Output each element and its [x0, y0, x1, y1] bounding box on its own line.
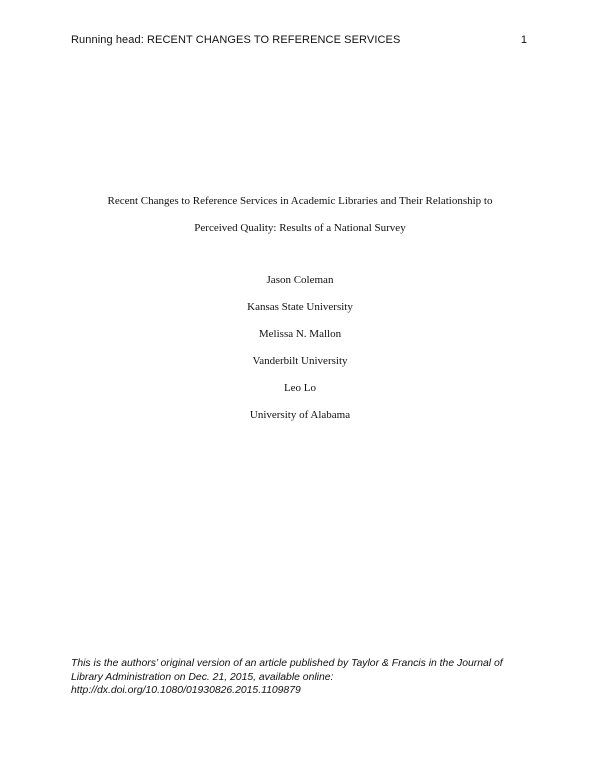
title-line-1: Recent Changes to Reference Services in Academic Libraries and Their Relationship to — [107, 195, 493, 207]
publication-note-line-1: This is the authors’ original version of an article published by Taylor & Francis in the Journal of — [71, 658, 503, 669]
author-list — [100, 272, 500, 434]
publication-note-line-2: Library Administration on Dec. 21, 2015, available online: — [71, 671, 334, 683]
author-affiliation: Kansas State University — [247, 301, 353, 313]
title-line-2: Perceived Quality: Results of a National Survey — [194, 222, 406, 234]
author-affiliation: Vanderbilt University — [252, 355, 348, 367]
author-affiliation: University of Alabama — [249, 409, 351, 421]
doi-link[interactable]: http://dx.doi.org/10.1080/01930826.2015.1109879 — [71, 685, 301, 696]
paper-title — [40, 193, 560, 247]
running-head: Running head: RECENT CHANGES TO REFERENCE SERVICES — [71, 34, 401, 46]
author-name: Jason Coleman — [266, 274, 334, 286]
page-number: 1 — [520, 34, 527, 46]
author-name: Leo Lo — [283, 382, 317, 394]
publication-note — [71, 657, 541, 698]
author-name: Melissa N. Mallon — [258, 328, 342, 340]
